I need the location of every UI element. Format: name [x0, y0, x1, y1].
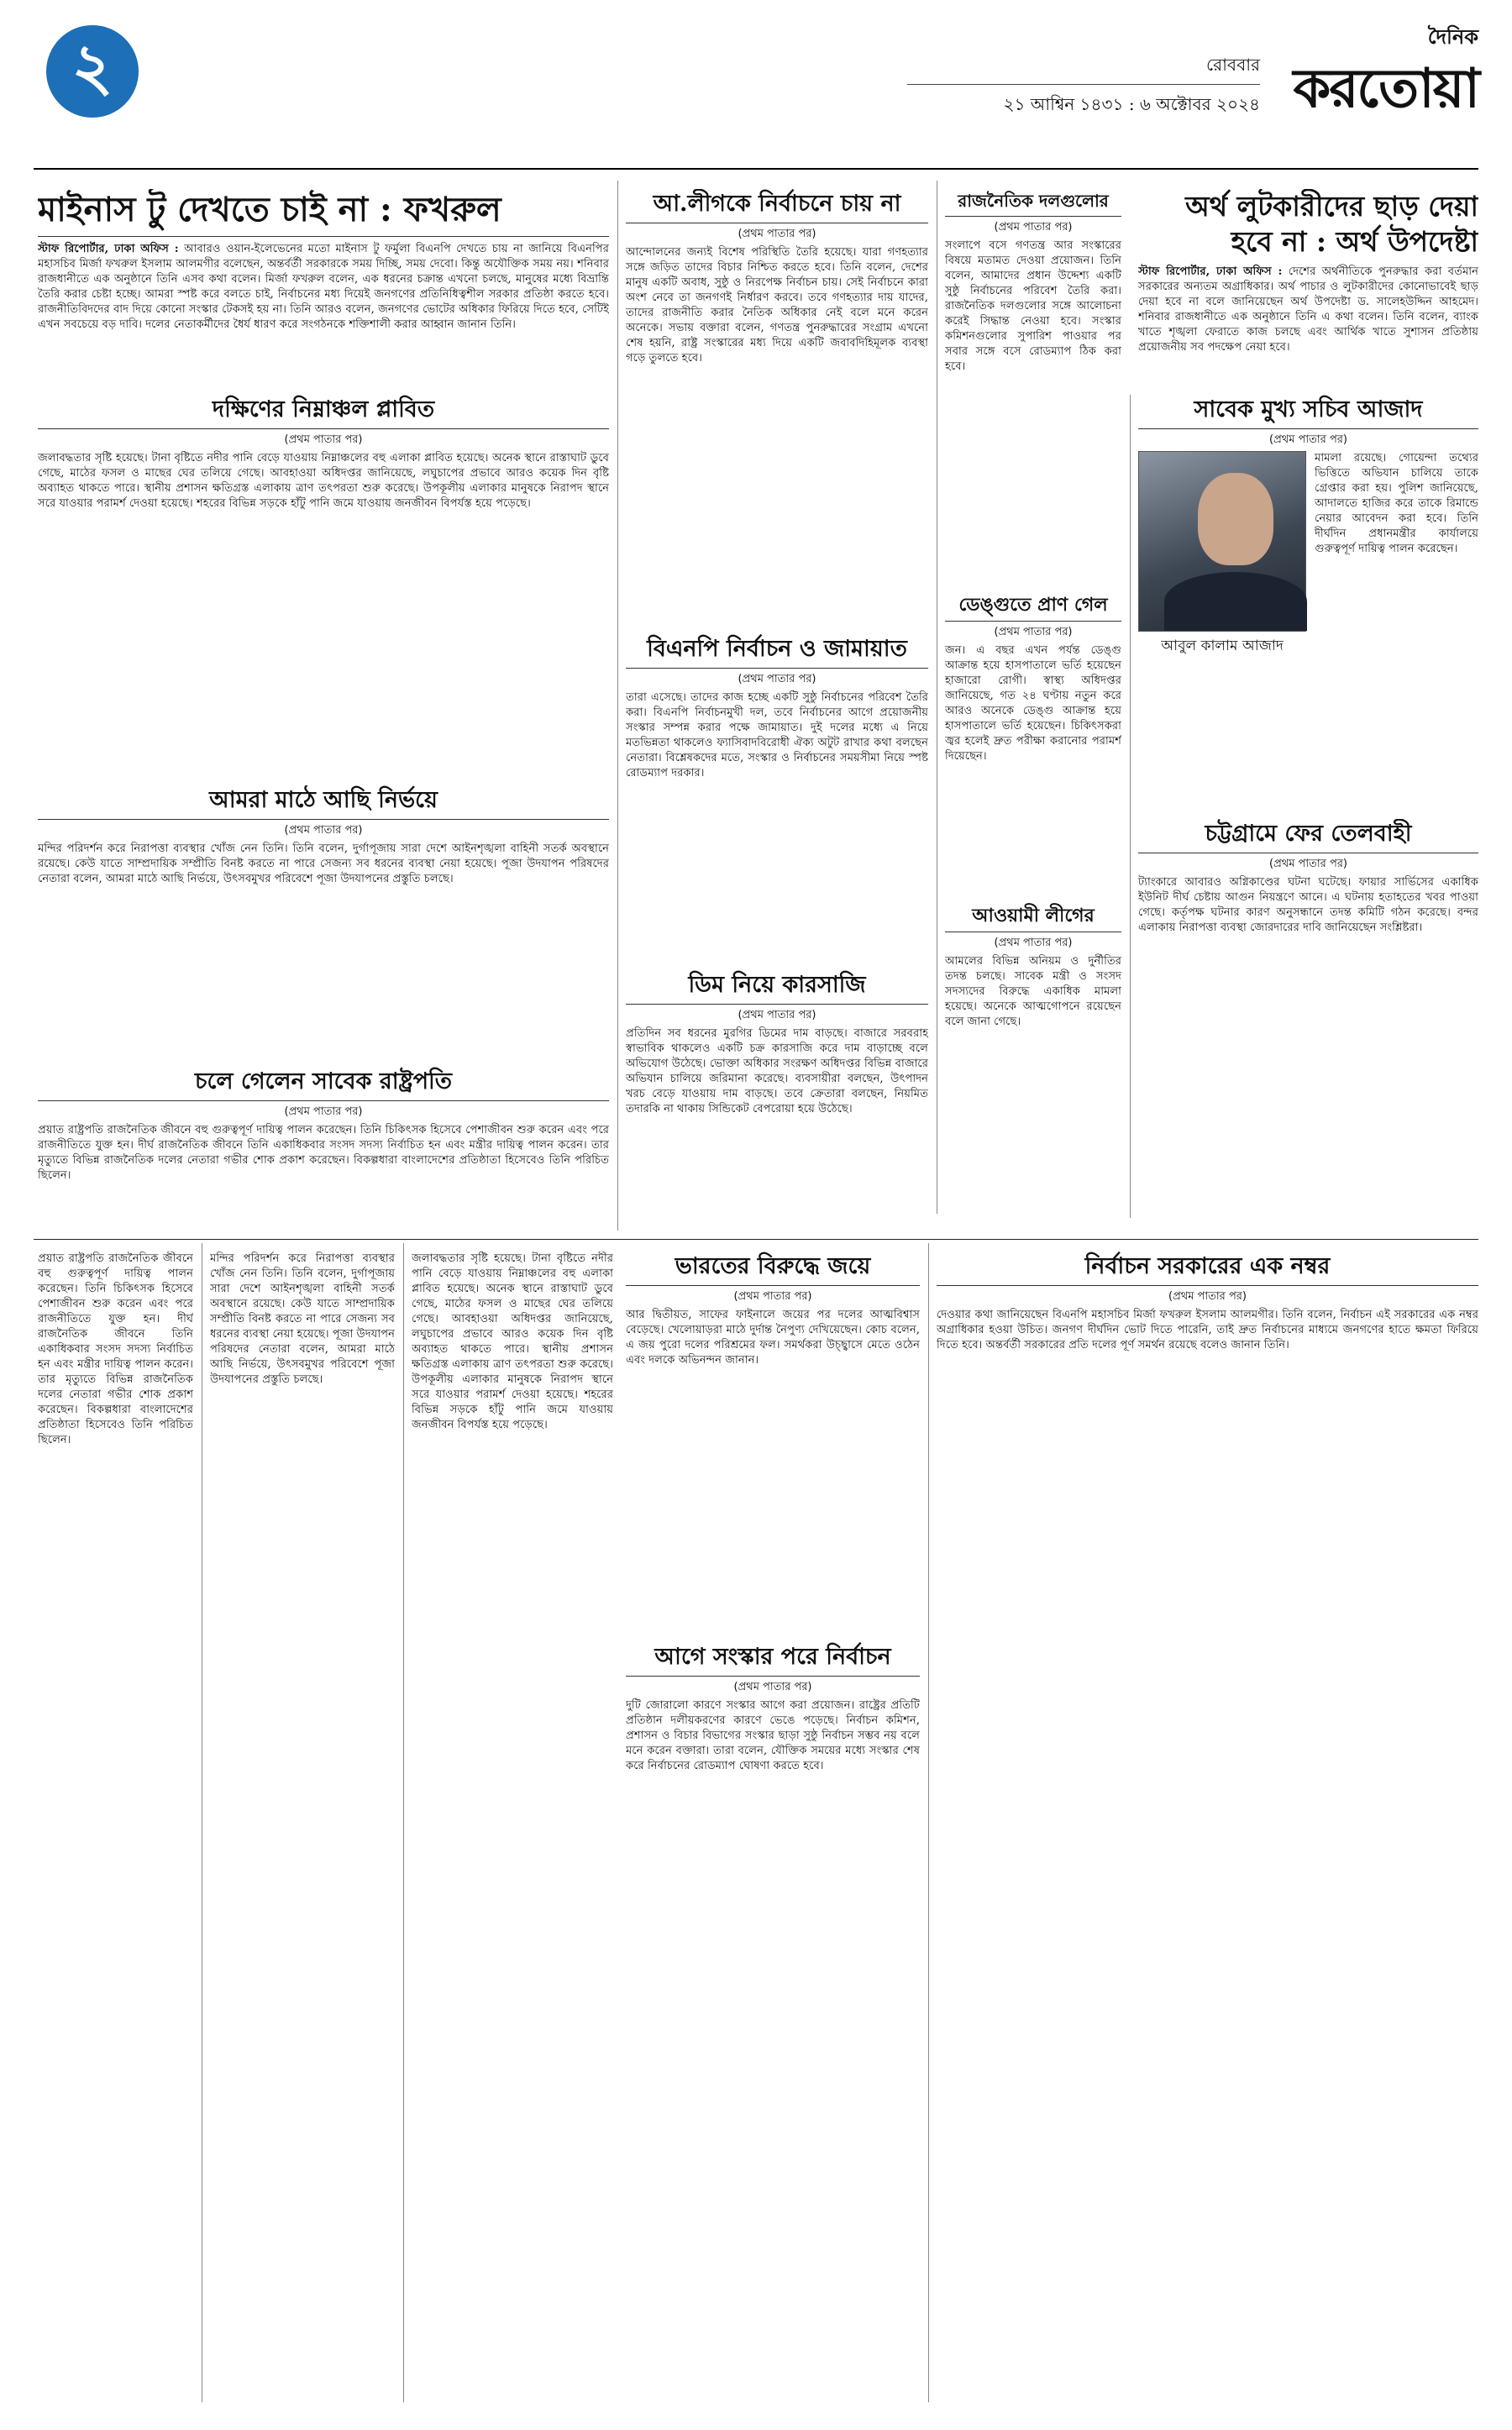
masthead-divider [34, 168, 1478, 170]
article-body: মন্দির পরিদর্শন করে নিরাপত্তা ব্যবস্থার খোঁজ নেন তিনি। তিনি বলেন, দুর্গাপূজায় সারা দেশে আইনশৃঙ্খলা বাহিনী সতর্ক অবস্থানে রয়েছে। কেউ যাতে সাম্প্রদায়িক সম্প্রীতি বিনষ্ট করতে না পারে সেজন্য সব ধরনের ব্যবস্থা নেয়া হয়েছে। পূজা উদযাপন পরিষদের নেতারা বলেন, আমরা মাঠে আছি নির্ভয়ে, উৎসবমুখর পরিবেশে পূজা উদযাপনের প্রস্তুতি চলছে। [38, 842, 609, 885]
article-body: মন্দির পরিদর্শন করে নিরাপত্তা ব্যবস্থার খোঁজ নেন তিনি। তিনি বলেন, দুর্গাপূজায় সারা দেশে আইনশৃঙ্খলা বাহিনী সতর্ক অবস্থানে রয়েছে। কেউ যাতে সাম্প্রদায়িক সম্প্রীতি বিনষ্ট করতে না পারে সেজন্য সব ধরনের ব্যবস্থা নেয়া হয়েছে। পূজা উদযাপন পরিষদের নেতারা বলেন, আমরা মাঠে আছি নির্ভয়ে, উৎসবমুখর পরিবেশে পূজা উদযাপনের প্রস্তুতি চলছে। [210, 1252, 395, 1386]
continuation-note: (প্রথম পাতার পর) [1168, 1290, 1247, 1303]
logo-small-text: দৈনিক [1427, 24, 1478, 49]
article-minus-two [38, 189, 609, 386]
article-awami-league [945, 903, 1121, 1231]
headline: রাজনৈতিক দলগুলোর [945, 189, 1121, 217]
article-former-president [38, 1067, 609, 1235]
article-chattogram-tanker [1138, 819, 1478, 1231]
article-body: দেশের অর্থনীতিকে পুনরুদ্ধার করা বর্তমান সরকারের অন্যতম অগ্রাধিকার। অর্থ পাচার ও লুটকারীদের কোনোভাবেই ছাড় দেয়া হবে না বলে জানিয়েছেন অর্থ উপদেষ্টা ড. সালেহউদ্দিন আহমেদ। শনিবার রাজধানীতে এক অনুষ্ঠানে তিনি এ কথা বলেন। তিনি বলেন, ব্যাংক খাতে শৃঙ্খলা ফেরাতে কাজ চলছে এবং আর্থিক খাতে সুশাসন প্রতিষ্ঠায় প্রয়োজনীয় সব পদক্ষেপ নেয়া হবে। [1138, 265, 1478, 354]
continuation-note: (প্রথম পাতার পর) [733, 1290, 812, 1303]
article-body: প্রতিদিন সব ধরনের মুরগির ডিমের দাম বাড়ছে। বাজারে সরবরাহ স্বাভাবিক থাকলেও একটি চক্র কারসাজি করে দাম বাড়াচ্ছে বলে অভিযোগ উঠেছে। ভোক্তা অধিকার সংরক্ষণ অধিদপ্তর বিভিন্ন বাজারে অভিযান চালিয়ে জরিমানা করেছে। ব্যবসায়ীরা বলছেন, উৎপাদন খরচ বেড়ে যাওয়ায় দাম বাড়ছে। তবে ক্রেতারা বলছেন, নিয়মিত তদারকি না থাকায় সিন্ডিকেট বেপরোয়া হয়ে উঠেছে। [626, 1027, 928, 1115]
headline: দক্ষিণের নিম্নাঞ্চল প্লাবিত [38, 395, 609, 429]
article-finance-adviser [1138, 189, 1478, 386]
section-divider [34, 1239, 1478, 1240]
article-egg-price [626, 970, 928, 1231]
logo-main-text: করতোয়া [1293, 57, 1478, 120]
article-bnp-jamaat [626, 634, 928, 962]
day-label: রোববার [1206, 55, 1260, 75]
headline: আওয়ামী লীগের [945, 903, 1121, 932]
article-body: আমলের বিভিন্ন অনিয়ম ও দুর্নীতির তদন্ত চলছে। সাবেক মন্ত্রী ও সংসদ সদস্যদের বিরুদ্ধে একাধিক মামলা হয়েছে। অনেকে আত্মগোপনে রয়েছেন বলে জানা গেছে। [945, 955, 1121, 1028]
continuation-note: (প্রথম পাতার পর) [738, 228, 816, 240]
article-political-parties [945, 189, 1121, 584]
article-body: আন্দোলনের জন্যই বিশেষ পরিস্থিতি তৈরি হয়েছে। যারা গণহত্যার সঙ্গে জড়িত তাদের বিচার নিশ্চিত করতে হবে। তিনি বলেন, দেশের মানুষ একটি অবাধ, সুষ্ঠু ও নিরপেক্ষ নির্বাচন চায়। সেই নির্বাচনে কারা অংশ নেবে তা জনগণই নির্ধারণ করবে। তবে গণহত্যার দায় যাদের, তাদের রাজনীতি করার নৈতিক অধিকার নেই বলে মনে করেন অনেকে। সভায় বক্তারা বলেন, গণতন্ত্র পুনরুদ্ধারের সংগ্রাম এখনো শেষ হয়নি, রাষ্ট্র সংস্কারের মধ্য দিয়ে একটি জবাবদিহিমূলক ব্যবস্থা গড়ে তুলতে হবে। [626, 246, 928, 365]
article-flood-continued [412, 1252, 613, 2402]
article-election-priority [937, 1252, 1478, 2402]
article-body: আবারও ওয়ান-ইলেভেনের মতো মাইনাস টু ফর্মুলা বিএনপি দেখতে চায় না জানিয়ে বিএনপির মহাসচিব মির্জা ফখরুল ইসলাম আলমগীর বলেছেন, অন্তর্বর্তী সরকারকে সময় দিচ্ছি, সময় দেবো। কিন্তু অযৌক্তিক সময় নয়। শনিবার রাজধানীতে এক অনুষ্ঠানে তিনি এসব কথা বলেন। মির্জা ফখরুল বলেন, এক ধরনের চক্রান্ত এখনো চলছে, মানুষের মধ্যে বিভ্রান্তি তৈরি করার চেষ্টা হচ্ছে। আমরা স্পষ্ট করে বলতে চাই, নির্বাচনের মধ্য দিয়েই জনগণের প্রতিনিধিত্বশীল সরকার প্রতিষ্ঠা করতে হবে। রাজনীতিবিদদের বাদ দিয়ে কোনো সংস্কার টেকসই হয় না। তিনি আরও বলেন, জনগণের ভোটের অধিকার ফিরিয়ে দিতে হবে, সেটিই এখন সবচেয়ে বড় দাবি। দলের নেতাকর্মীদের ধৈর্য ধারণ করে সংগঠনকে শক্তিশালী করার আহ্বান জানান তিনি। [38, 243, 609, 331]
portrait-photo [1138, 451, 1306, 632]
article-body: দুটি জোরালো কারণে সংস্কার আগে করা প্রয়োজন। রাষ্ট্রের প্রতিটি প্রতিষ্ঠান দলীয়করণের কারণে ভেঙে পড়েছে। নির্বাচন কমিশন, প্রশাসন ও বিচার বিভাগের সংস্কার ছাড়া সুষ্ঠু নির্বাচন সম্ভব নয় বলে মনে করেন বক্তারা। তারা বলেন, যৌক্তিক সময়ের মধ্যে সংস্কার শেষ করে নির্বাচনের রোডম্যাপ ঘোষণা করতে হবে। [626, 1699, 920, 1772]
article-body: আর দ্বিতীয়ত, সাফের ফাইনালে জয়ের পর দলের আত্মবিশ্বাস বেড়েছে। খেলোয়াড়রা মাঠে দুর্দান্ত নৈপুণ্য দেখিয়েছেন। কোচ বলেন, এ জয় পুরো দলের পরিশ্রমের ফল। সমর্থকরা উচ্ছ্বাসে মেতে ওঠেন এবং দলকে অভিনন্দন জানান। [626, 1309, 920, 1367]
byline: স্টাফ রিপোর্টার, ঢাকা অফিস : [38, 243, 179, 255]
headline: আগে সংস্কার পরে নির্বাচন [626, 1642, 920, 1677]
headline: মাইনাস টু দেখতে চাই না : ফখরুল [38, 189, 609, 237]
headline: সাবেক মুখ্য সচিব আজাদ [1138, 395, 1478, 429]
date-label: ২১ আশ্বিন ১৪৩১ : ৬ অক্টোবর ২০২৪ [1003, 94, 1260, 114]
article-puja-continued [210, 1252, 395, 2402]
byline: স্টাফ রিপোর্টার, ঢাকা অফিস : [1138, 265, 1283, 278]
headline: ডেঙ্গুতে প্রাণ গেল [945, 592, 1121, 622]
headline: অর্থ লুটকারীদের ছাড় দেয়া হবে না : অর্থ উপদেষ্টা [1185, 190, 1478, 258]
article-former-secretary [1138, 395, 1478, 811]
continuation-note: (প্রথম পাতার পর) [1269, 433, 1347, 446]
headline: আ.লীগকে নির্বাচনে চায় না [626, 189, 928, 223]
headline: নির্বাচন সরকারের এক নম্বর [937, 1252, 1478, 1286]
continuation-note: (প্রথম পাতার পর) [738, 1009, 816, 1021]
continuation-note: (প্রথম পাতার পর) [994, 626, 1073, 638]
article-body: জলাবদ্ধতার সৃষ্টি হয়েছে। টানা বৃষ্টিতে নদীর পানি বেড়ে যাওয়ায় নিম্নাঞ্চলের বহু এলাকা প্লাবিত হয়েছে। অনেক স্থানে রাস্তাঘাট ডুবে গেছে, মাঠের ফসল ও মাছের ঘের তলিয়ে গেছে। আবহাওয়া অধিদপ্তর জানিয়েছে, লঘুচাপের প্রভাবে আরও কয়েক দিন বৃষ্টি অব্যাহত থাকতে পারে। স্থানীয় প্রশাসন ক্ষতিগ্রস্ত এলাকায় ত্রাণ তৎপরতা শুরু করেছে। উপকূলীয় এলাকার মানুষকে নিরাপদ স্থানে সরে যাওয়ার পরামর্শ দেওয়া হয়েছে। শহরের বিভিন্ন সড়কে হাঁটু পানি জমে যাওয়ায় জনজীবন বিপর্যস্ত হয়ে পড়েছে। [38, 452, 609, 510]
newspaper-logo [1277, 22, 1478, 131]
photo-caption: আবুল কালাম আজাদ [1161, 638, 1284, 654]
continuation-note: (প্রথম পাতার পর) [994, 937, 1073, 949]
article-former-president-continued [38, 1252, 193, 2402]
continuation-note: (প্রথম পাতার পর) [284, 824, 363, 837]
article-body: প্রয়াত রাষ্ট্রপতি রাজনৈতিক জীবনে বহু গুরুত্বপূর্ণ দায়িত্ব পালন করেছেন। তিনি চিকিৎসক হিসেবে পেশাজীবন শুরু করেন এবং পরে রাজনীতিতে যুক্ত হন। দীর্ঘ রাজনৈতিক জীবনে তিনি একাধিকবার সংসদ সদস্য নির্বাচিত হন এবং মন্ত্রীর দায়িত্ব পালন করেন। তার মৃত্যুতে বিভিন্ন রাজনৈতিক দলের নেতারা গভীর শোক প্রকাশ করেছেন। বিকল্পধারা বাংলাদেশের প্রতিষ্ঠাতা হিসেবেও তিনি পরিচিত ছিলেন। [38, 1252, 193, 1446]
continuation-note: (প্রথম পাতার পর) [733, 1681, 812, 1693]
article-body: জলাবদ্ধতার সৃষ্টি হয়েছে। টানা বৃষ্টিতে নদীর পানি বেড়ে যাওয়ায় নিম্নাঞ্চলের বহু এলাকা প্লাবিত হয়েছে। অনেক স্থানে রাস্তাঘাট ডুবে গেছে, মাঠের ফসল ও মাছের ঘের তলিয়ে গেছে। আবহাওয়া অধিদপ্তর জানিয়েছে, লঘুচাপের প্রভাবে আরও কয়েক দিন বৃষ্টি অব্যাহত থাকতে পারে। স্থানীয় প্রশাসন ক্ষতিগ্রস্ত এলাকায় ত্রাণ তৎপরতা শুরু করেছে। উপকূলীয় এলাকার মানুষকে নিরাপদ স্থানে সরে যাওয়ার পরামর্শ দেওয়া হয়েছে। শহরের বিভিন্ন সড়কে হাঁটু পানি জমে যাওয়ায় জনজীবন বিপর্যস্ত হয়ে পড়েছে। [412, 1252, 613, 1431]
headline: ভারতের বিরুদ্ধে জয়ে [626, 1252, 920, 1286]
continuation-note: (প্রথম পাতার পর) [1269, 858, 1347, 870]
continuation-note: (প্রথম পাতার পর) [738, 673, 816, 685]
continuation-note: (প্রথম পাতার পর) [994, 221, 1073, 234]
headline: বিএনপি নির্বাচন ও জামায়াত [626, 634, 928, 669]
article-body: দেওয়ার কথা জানিয়েছেন বিএনপি মহাসচিব মির্জা ফখরুল ইসলাম আলমগীর। তিনি বলেন, নির্বাচন এই সরকারের এক নম্বর অগ্রাধিকার হওয়া উচিত। জনগণ দীর্ঘদিন ভোট দিতে পারেনি, তাই দ্রুত নির্বাচনের মাধ্যমে জনগণের হাতে ক্ষমতা ফিরিয়ে দিতে হবে। অন্তর্বর্তী সরকারের প্রতি দলের পূর্ণ সমর্থন রয়েছে বলেও জানান তিনি। [937, 1309, 1478, 1351]
article-dengue [945, 592, 1121, 895]
page-number-badge: ২ [46, 25, 139, 118]
headline: চলে গেলেন সাবেক রাষ্ট্রপতি [38, 1067, 609, 1101]
column-rule [403, 1243, 404, 2402]
masthead [34, 17, 1478, 143]
article-reform-first [626, 1642, 920, 2402]
continuation-note: (প্রথম পাতার পর) [284, 433, 363, 446]
column-rule [928, 1243, 929, 2402]
article-body: ট্যাংকারে আবারও অগ্নিকাণ্ডের ঘটনা ঘটেছে। ফায়ার সার্ভিসের একাধিক ইউনিট দীর্ঘ চেষ্টায় আগুন নিয়ন্ত্রণে আনে। এ ঘটনায় হতাহতের খবর পাওয়া গেছে। কর্তৃপক্ষ ঘটনার কারণ অনুসন্ধানে তদন্ত কমিটি গঠন করেছে। বন্দর এলাকায় নিরাপত্তা ব্যবস্থা জোরদারের দাবি জানিয়েছেন সংশ্লিষ্টরা। [1138, 876, 1478, 934]
headline: চট্টগ্রামে ফের তেলবাহী [1138, 819, 1478, 853]
article-body: মামলা রয়েছে। গোয়েন্দা তথ্যের ভিত্তিতে অভিযান চালিয়ে তাকে গ্রেপ্তার করা হয়। পুলিশ জানিয়েছে, আদালতে হাজির করে তাকে রিমান্ডে নেয়ার আবেদন করা হবে। তিনি দীর্ঘদিন প্রধানমন্ত্রীর কার্যালয়ে গুরুত্বপূর্ণ দায়িত্ব পালন করেছেন। [1315, 452, 1478, 555]
headline: আমরা মাঠে আছি নির্ভয়ে [38, 785, 609, 820]
column-rule [1130, 395, 1131, 1218]
article-win-vs-india [626, 1252, 920, 1634]
article-body: সংলাপে বসে গণতন্ত্র আর সংস্কারের বিষয়ে মতামত দেওয়া প্রয়োজন। তিনি বলেন, আমাদের প্রধান উদ্দেশ্য একটি সুষ্ঠু নির্বাচনের পরিবেশ তৈরি করা। রাজনৈতিক দলগুলোর সঙ্গে আলোচনা করেই সিদ্ধান্ত নেওয়া হবে। সংস্কার কমিশনগুলোর সুপারিশ পাওয়ার পর সবার সঙ্গে বসে রোডম্যাপ ঠিক করা হবে। [945, 239, 1121, 373]
article-body: তারা এসেছে। তাদের কাজ হচ্ছে একটি সুষ্ঠু নির্বাচনের পরিবেশ তৈরি করা। বিএনপি নির্বাচনমুখী দল, তবে নির্বাচনের আগে প্রয়োজনীয় সংস্কার সম্পন্ন করার পক্ষে জামায়াত। দুই দলের মধ্যে এ নিয়ে মতভিন্নতা থাকলেও ফ্যাসিবাদবিরোধী ঐক্য অটুট রাখার কথা বলছেন নেতারা। বিশ্লেষকদের মতে, সংস্কার ও নির্বাচনের সময়সীমা নিয়ে স্পষ্ট রোডম্যাপ দরকার। [626, 691, 928, 779]
article-puja [38, 785, 609, 1058]
continuation-note: (প্রথম পাতার পর) [284, 1105, 363, 1118]
dateline [907, 50, 1260, 118]
article-flood [38, 395, 609, 777]
headline: ডিম নিয়ে কারসাজি [626, 970, 928, 1005]
article-body: প্রয়াত রাষ্ট্রপতি রাজনৈতিক জীবনে বহু গুরুত্বপূর্ণ দায়িত্ব পালন করেছেন। তিনি চিকিৎসক হিসেবে পেশাজীবন শুরু করেন এবং পরে রাজনীতিতে যুক্ত হন। দীর্ঘ রাজনৈতিক জীবনে তিনি একাধিকবার সংসদ সদস্য নির্বাচিত হন এবং মন্ত্রীর দায়িত্ব পালন করেন। তার মৃত্যুতে বিভিন্ন রাজনৈতিক দলের নেতারা গভীর শোক প্রকাশ করেছেন। বিকল্পধারা বাংলাদেশের প্রতিষ্ঠাতা হিসেবেও তিনি পরিচিত ছিলেন। [38, 1124, 609, 1182]
column-rule [617, 181, 618, 1231]
article-al-election [626, 189, 928, 626]
article-body: জন। এ বছর এখন পর্যন্ত ডেঙ্গু আক্রান্ত হয়ে হাসপাতালে ভর্তি হয়েছেন হাজারো রোগী। স্বাস্থ্য অধিদপ্তর জানিয়েছে, গত ২৪ ঘণ্টায় নতুন করে আরও অনেকে ডেঙ্গু আক্রান্ত হয়ে হাসপাতালে ভর্তি হয়েছেন। চিকিৎসকরা জ্বর হলেই দ্রুত পরীক্ষা করানোর পরামর্শ দিয়েছেন। [945, 644, 1121, 763]
